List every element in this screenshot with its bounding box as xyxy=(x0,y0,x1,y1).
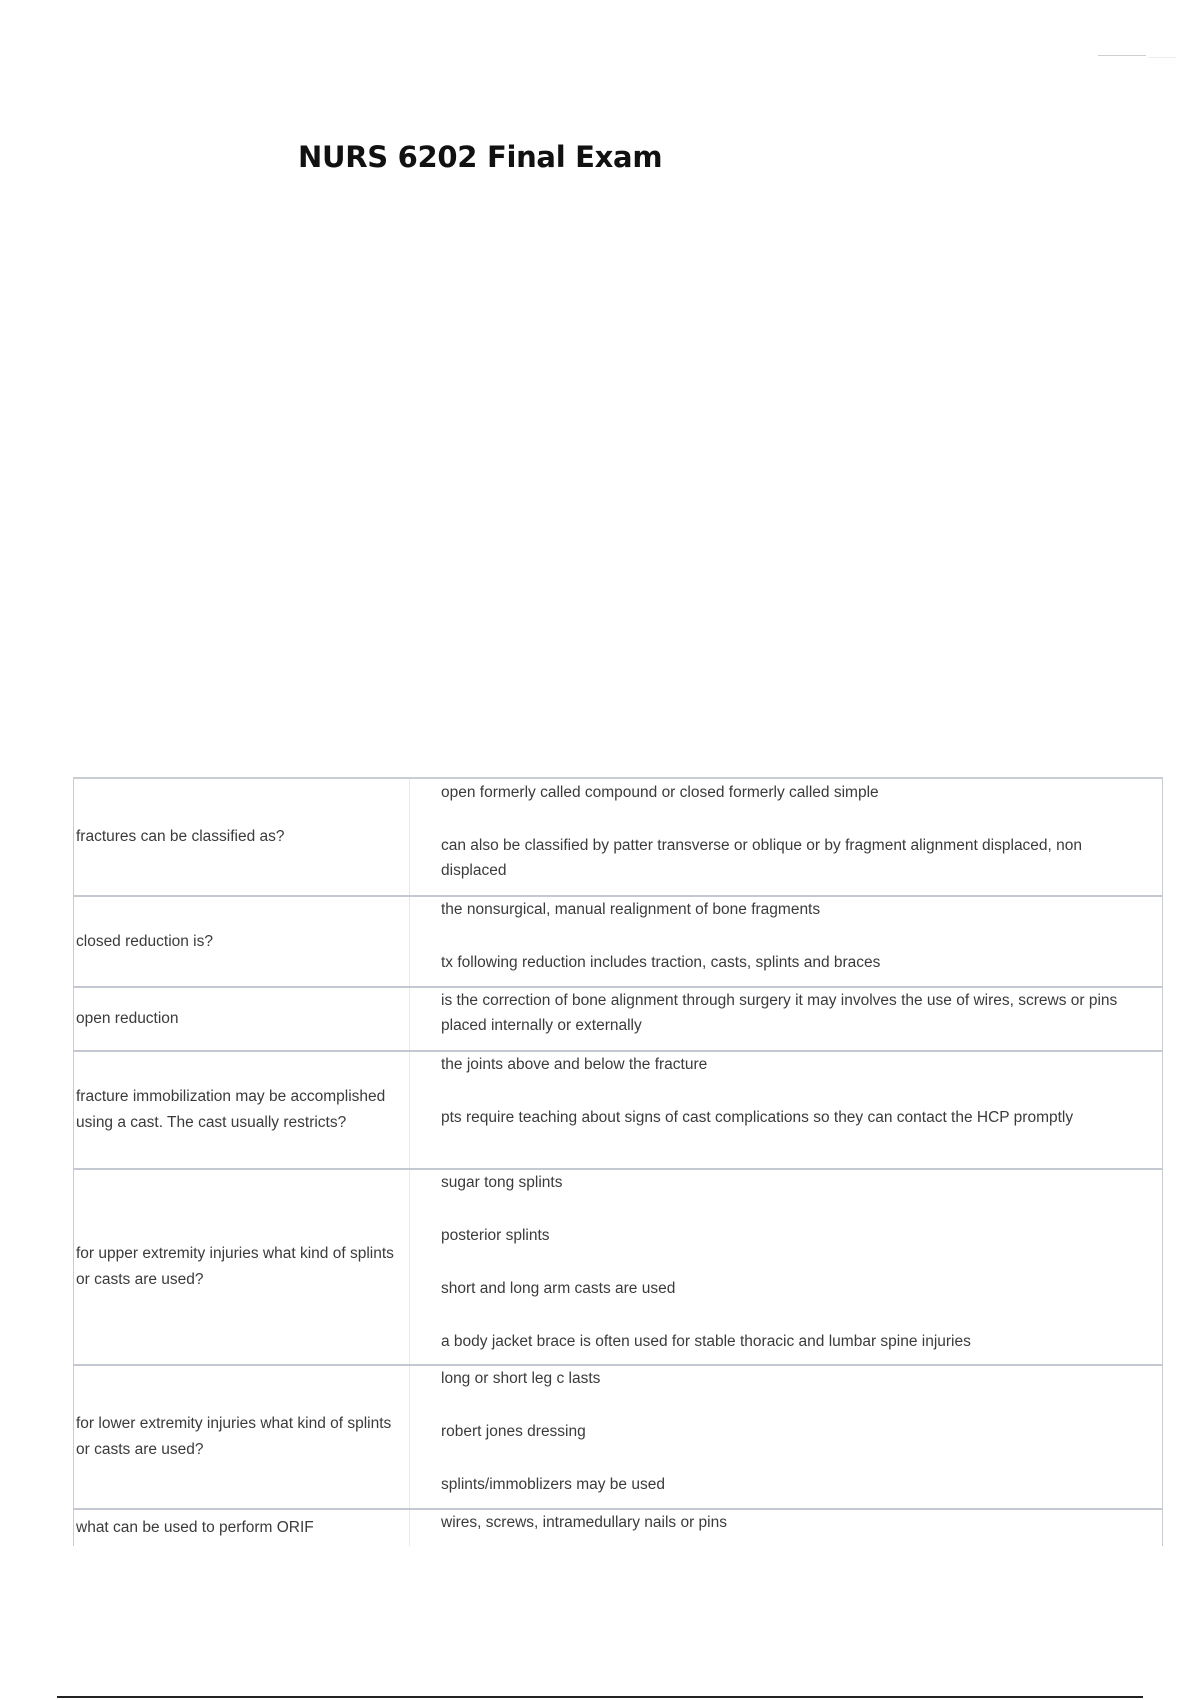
term-cell: fracture immobilization may be accomplished using a cast. The cast usually restricts? xyxy=(74,1052,410,1168)
top-corner-mark-faint xyxy=(1148,57,1176,58)
definition-cell xyxy=(410,1052,1162,1168)
term-cell: fractures can be classified as? xyxy=(74,779,410,895)
definition-cell xyxy=(410,779,1162,895)
top-corner-mark xyxy=(1098,55,1146,56)
table-row xyxy=(74,1510,1162,1546)
definition-cell xyxy=(410,897,1162,986)
definition-cell xyxy=(410,1366,1162,1508)
definition-cell xyxy=(410,1170,1162,1364)
page-title: NURS 6202 Final Exam xyxy=(298,140,663,174)
term-cell: open reduction xyxy=(74,988,410,1050)
table-row xyxy=(74,988,1162,1052)
definition-line: can also be classified by patter transverse or oblique or by fragment alignment displaced, non displaced xyxy=(441,837,1083,879)
definition-line: sugar tong splints xyxy=(441,1174,563,1191)
definition-line: wires, screws, intramedullary nails or pins xyxy=(441,1514,727,1531)
footer-divider xyxy=(57,1696,1143,1698)
table-row xyxy=(74,779,1162,897)
term-cell: for upper extremity injuries what kind of splints or casts are used? xyxy=(74,1170,410,1364)
definition-line: pts require teaching about signs of cast complications so they can contact the HCP promptly xyxy=(441,1109,1074,1126)
definition-line: splints/immoblizers may be used xyxy=(441,1476,665,1493)
table-row xyxy=(74,897,1162,988)
term-cell: what can be used to perform ORIF xyxy=(74,1510,410,1546)
table-row xyxy=(74,1052,1162,1170)
definition-line: a body jacket brace is often used for stable thoracic and lumbar spine injuries xyxy=(441,1333,971,1350)
definition-cell xyxy=(410,988,1162,1050)
definition-cell xyxy=(410,1510,1162,1546)
term-cell: closed reduction is? xyxy=(74,897,410,986)
table-row xyxy=(74,1366,1162,1510)
definition-line: posterior splints xyxy=(441,1227,550,1244)
table-row xyxy=(74,1170,1162,1366)
definition-line: the nonsurgical, manual realignment of bone fragments xyxy=(441,901,821,918)
definition-line: robert jones dressing xyxy=(441,1423,586,1440)
definition-line: long or short leg c lasts xyxy=(441,1370,601,1387)
definition-line: short and long arm casts are used xyxy=(441,1280,676,1297)
definition-line: the joints above and below the fracture xyxy=(441,1056,708,1073)
term-cell: for lower extremity injuries what kind of splints or casts are used? xyxy=(74,1366,410,1508)
flashcard-table xyxy=(73,777,1163,1546)
definition-line: tx following reduction includes traction, casts, splints and braces xyxy=(441,954,881,971)
definition-line: is the correction of bone alignment through surgery it may involves the use of wires, screws or pins placed internally or externally xyxy=(441,992,1118,1034)
definition-line: open formerly called compound or closed formerly called simple xyxy=(441,784,879,801)
